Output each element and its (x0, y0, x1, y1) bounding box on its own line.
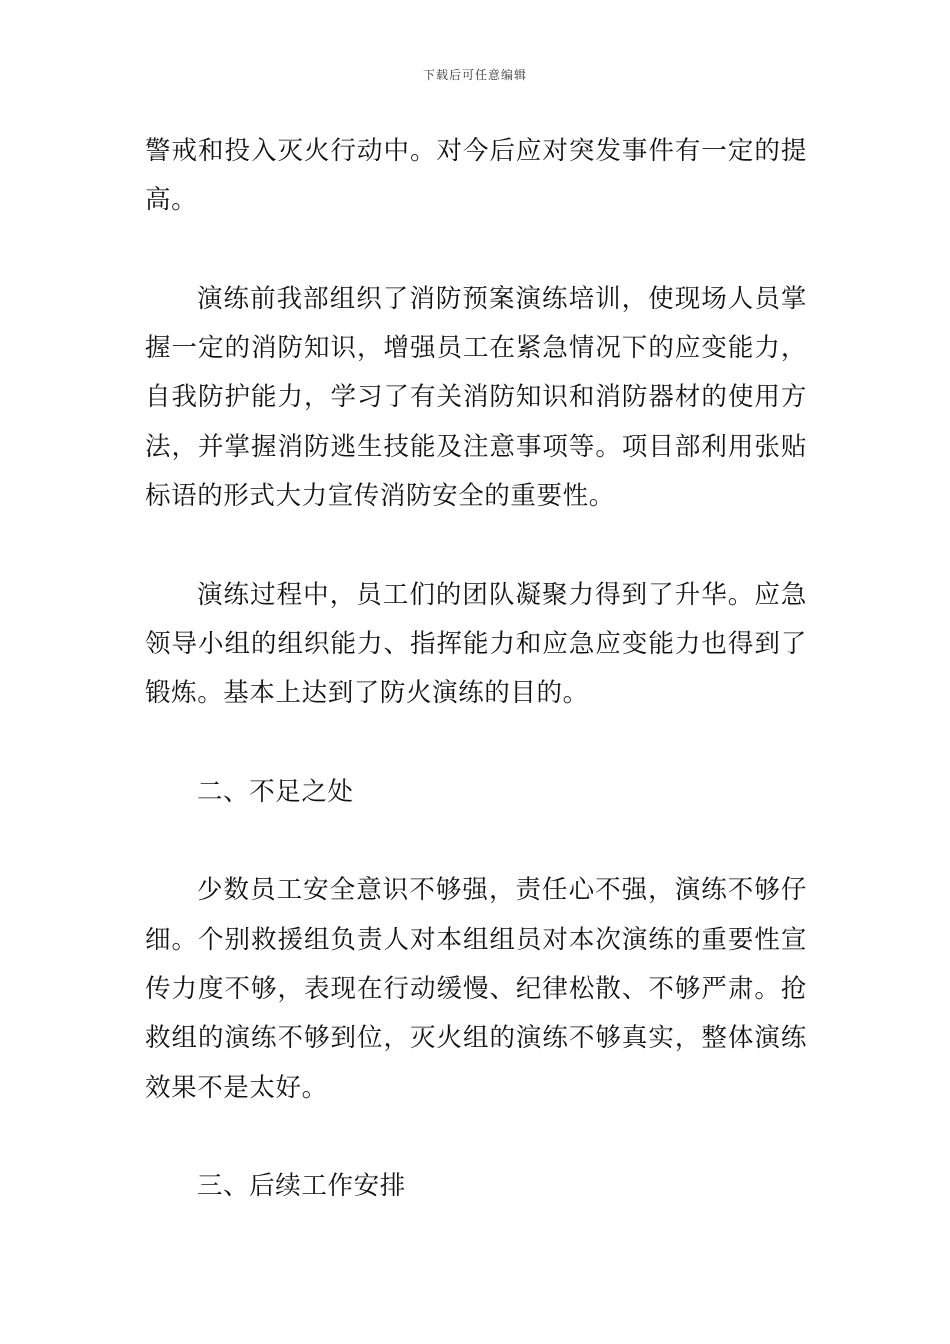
paragraph-spacer (145, 719, 807, 768)
section-heading-followup: 三、后续工作安排 (197, 1171, 406, 1202)
paragraph-spacer (145, 817, 807, 866)
paragraph-shortcomings: 少数员工安全意识不够强，责任心不强，演练不够仔细。个别救援组负责人对本组组员对本次演练的重要性宣传力度不够，表现在行动缓慢、纪律松散、不够严肃。抢救组的演练不够到位，灭火组的演练不够真实，整体演练效果不是太好。 (145, 875, 807, 1103)
paragraph-continuation: 警戒和投入灭火行动中。对今后应对突发事件有一定的提高。 (145, 136, 807, 216)
paragraph-spacer (145, 1113, 807, 1162)
paragraph-training: 演练前我部组织了消防预案演练培训，使现场人员掌握一定的消防知识，增强员工在紧急情况下的应变能力，自我防护能力，学习了有关消防知识和消防器材的使用方法，并掌握消防逃生技能及注意事项等。项目部利用张贴标语的形式大力宣传消防安全的重要性。 (145, 283, 807, 512)
page-header-note: 下载后可任意编辑 (422, 68, 527, 82)
paragraph-spacer (145, 521, 807, 570)
document-body (145, 127, 807, 1212)
paragraph-spacer (145, 226, 807, 275)
section-heading-shortcomings: 二、不足之处 (197, 776, 354, 807)
paragraph-drill-process: 演练过程中，员工们的团队凝聚力得到了升华。应急领导小组的组织能力、指挥能力和应急应变能力也得到了锻炼。基本上达到了防火演练的目的。 (145, 579, 807, 709)
